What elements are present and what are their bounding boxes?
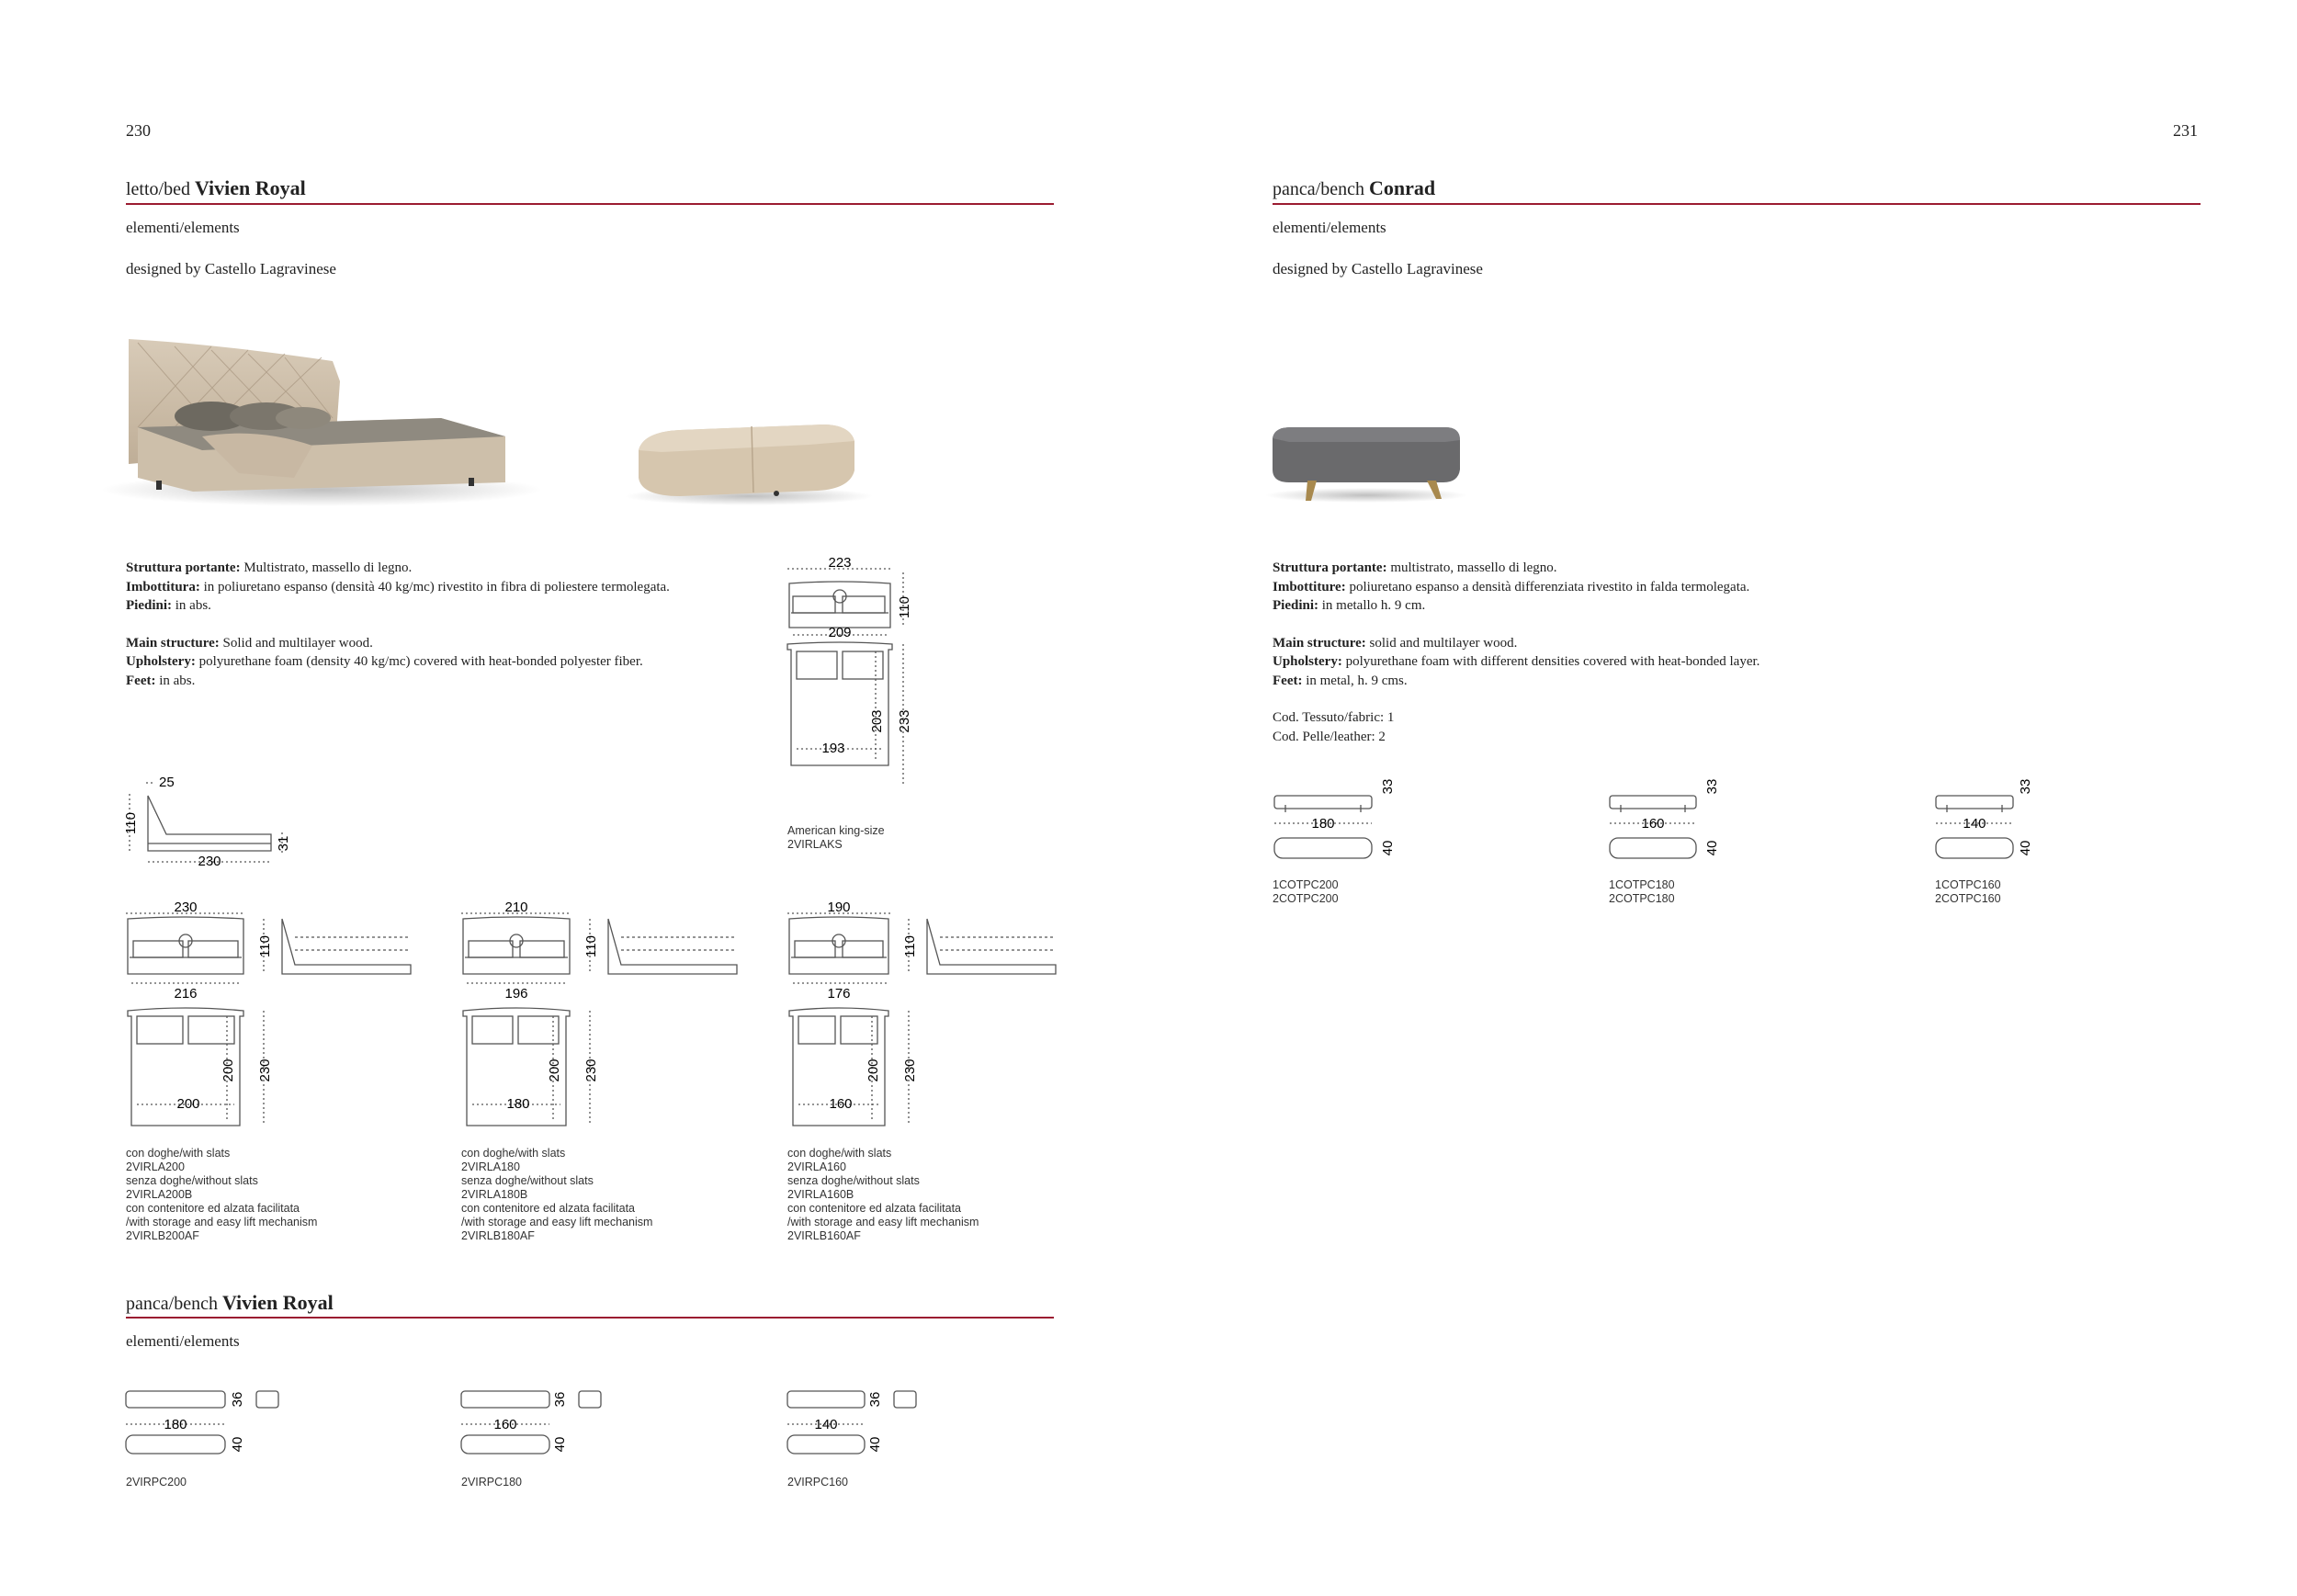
conrad-height: 33 (1380, 778, 1396, 795)
conrad-drawing-140 (1934, 772, 2063, 864)
code-line: 1COTPC200 (1273, 878, 1339, 891)
bed-spec-en-feet: Feet: in abs. (126, 673, 196, 688)
conrad-depth: 40 (2018, 840, 2033, 856)
conrad-spec-en-upholstery: Upholstery: polyurethane foam with different densities covered with heat-bonded layer. (1273, 654, 1760, 669)
conrad-height: 33 (2018, 778, 2033, 795)
bench-vr-code-140: 2VIRPC160 (787, 1476, 849, 1488)
code-line: con contenitore ed alzata facilitata (461, 1202, 636, 1215)
bed-spec-it-structure: Struttura portante: Multistrato, massello di legno. (126, 560, 413, 575)
conrad-depth: 40 (1380, 840, 1396, 856)
variant-dim-inner-length: 200 (221, 1058, 236, 1082)
variant-dim-inner-width: 176 (827, 986, 851, 1002)
conrad-spec-it-upholstery: Imbottiture: poliuretano espanso a densità differenziata rivestito in falda termolegata. (1273, 579, 1750, 594)
code-line: senza doghe/without slats (126, 1174, 258, 1187)
conrad-cod-fabric: Cod. Tessuto/fabric: 1 (1273, 710, 1395, 725)
conrad-height: 33 (1704, 778, 1720, 795)
bed-spec-en-upholstery: Upholstery: polyurethane foam (density 40 kg/mc) covered with heat-bonded polyester fiber. (126, 654, 643, 669)
code-line: con doghe/with slats (461, 1147, 566, 1160)
bed-title (126, 176, 306, 200)
conrad-title-name: Conrad (1368, 176, 1436, 199)
code-line: /with storage and easy lift mechanism (787, 1216, 979, 1228)
king-codes (787, 824, 885, 852)
conrad-spec-it-structure: Struttura portante: multistrato, massello di legno. (1273, 560, 1557, 575)
variant-dim-length: 230 (257, 1058, 273, 1082)
code-line: 2VIRLB160AF (787, 1229, 861, 1242)
code-line: 1COTPC160 (1935, 878, 2001, 891)
code-line: 2VIRLA200 (126, 1160, 185, 1173)
side-dim-offset: 25 (159, 775, 175, 790)
bed-title-prefix: letto/bed (126, 179, 190, 199)
conrad-title (1273, 176, 1435, 200)
code-line: 2VIRLA180B (461, 1188, 528, 1201)
bed-spec-it-feet: Piedini: in abs. (126, 598, 211, 613)
variant-dim-inner-width: 196 (504, 986, 528, 1002)
side-dim-length: 230 (198, 854, 221, 869)
code-line: con contenitore ed alzata facilitata (787, 1202, 962, 1215)
bench-vr-drawing-180 (124, 1386, 280, 1455)
bench-vr-code-160: 2VIRPC180 (461, 1476, 523, 1488)
code-line: 2VIRLB200AF (126, 1229, 199, 1242)
code-line: senza doghe/without slats (461, 1174, 594, 1187)
variant-dim-mattress: 200 (176, 1096, 200, 1112)
conrad-spec-it-feet: Piedini: in metallo h. 9 cm. (1273, 598, 1426, 613)
code-line: 2COTPC180 (1609, 892, 1675, 905)
king-size-drawing (786, 556, 933, 799)
bed-variant-180-codes (461, 1147, 652, 1243)
bench-vr-drawing-160 (459, 1386, 616, 1455)
page-number-right: 231 (2173, 121, 2198, 140)
variant-dim-length: 230 (902, 1058, 918, 1082)
bench-vr-code-180: 2VIRPC200 (126, 1476, 187, 1488)
conrad-subtitle: elementi/elements (1273, 219, 1386, 236)
conrad-cod-leather: Cod. Pelle/leather: 2 (1273, 729, 1386, 744)
bench-vr-height: 36 (552, 1391, 568, 1408)
bench-vr-depth: 40 (230, 1436, 245, 1453)
conrad-drawing-160 (1608, 772, 1737, 864)
bench-vr-drawing-140 (786, 1386, 942, 1455)
bench-vr-width: 160 (493, 1417, 517, 1432)
bench-subtitle: elementi/elements (126, 1332, 240, 1350)
conrad-spec-en-feet: Feet: in metal, h. 9 cms. (1273, 673, 1408, 688)
king-dim-inner-length: 203 (869, 709, 885, 733)
code-line: /with storage and easy lift mechanism (461, 1216, 653, 1228)
side-dim-base: 31 (276, 835, 291, 852)
conrad-title-prefix: panca/bench (1273, 179, 1364, 199)
conrad-width: 160 (1641, 816, 1665, 832)
bench-title-name: Vivien Royal (221, 1291, 334, 1314)
conrad-product-image (1263, 418, 1470, 510)
bed-specs (126, 559, 787, 690)
variant-dim-height: 110 (902, 935, 918, 957)
code-line: 2VIRLA160B (787, 1188, 854, 1201)
code-line: con contenitore ed alzata facilitata (126, 1202, 300, 1215)
code-line: 1COTPC180 (1609, 878, 1675, 891)
code-line: con doghe/with slats (787, 1147, 892, 1160)
variant-dim-inner-length: 200 (866, 1058, 881, 1082)
conrad-width: 180 (1311, 816, 1335, 832)
king-code-label: American king-size (787, 824, 885, 837)
bench-vr-width: 140 (814, 1417, 838, 1432)
code-line: 2VIRLA200B (126, 1188, 193, 1201)
conrad-width: 140 (1963, 816, 1986, 832)
code-line: 2VIRLA160 (787, 1160, 846, 1173)
variant-dim-mattress: 160 (829, 1096, 853, 1112)
bench-title (126, 1291, 334, 1315)
bench-product-image (625, 413, 873, 505)
king-dim-height: 110 (897, 596, 912, 618)
bed-variant-180 (459, 900, 772, 1121)
side-dim-height: 110 (123, 812, 139, 834)
code-line: 2VIRLB180AF (461, 1229, 535, 1242)
variant-dim-length: 230 (583, 1058, 599, 1082)
conrad-depth: 40 (1704, 840, 1720, 856)
king-dim-inner-width: 209 (828, 625, 852, 640)
king-code: 2VIRLAKS (787, 838, 843, 851)
code-line: con doghe/with slats (126, 1147, 231, 1160)
conrad-title-rule (1273, 203, 2201, 205)
bed-title-rule (126, 203, 1054, 205)
conrad-codes-160 (1609, 878, 1675, 906)
bed-variant-160-codes (787, 1147, 979, 1243)
conrad-specs (1273, 559, 2099, 746)
bench-vr-height: 36 (867, 1391, 883, 1408)
bench-vr-depth: 40 (867, 1436, 883, 1453)
page-number-left: 230 (126, 121, 151, 140)
bench-vr-width: 180 (164, 1417, 187, 1432)
bed-spec-it-upholstery: Imbottitura: in poliuretano espanso (densità 40 kg/mc) rivestito in fibra di poliestere termolegata. (126, 579, 670, 594)
bed-subtitle: elementi/elements (126, 219, 240, 236)
king-dim-mattress: 193 (821, 741, 845, 756)
variant-dim-inner-length: 200 (547, 1058, 562, 1082)
variant-dim-width: 210 (504, 900, 528, 915)
bench-vr-height: 36 (230, 1391, 245, 1408)
bench-title-prefix: panca/bench (126, 1294, 218, 1314)
bed-spec-en-structure: Main structure: Solid and multilayer wood. (126, 635, 373, 651)
bed-side-view-drawing (124, 770, 289, 871)
bed-designer: designed by Castello Lagravinese (126, 260, 336, 277)
king-dim-length: 233 (897, 709, 912, 733)
variant-dim-inner-width: 216 (174, 986, 198, 1002)
bed-variant-160 (786, 900, 1098, 1121)
bed-variant-200-codes (126, 1147, 317, 1243)
variant-dim-width: 190 (827, 900, 851, 915)
code-line: /with storage and easy lift mechanism (126, 1216, 318, 1228)
conrad-codes-140 (1935, 878, 2001, 906)
conrad-designer: designed by Castello Lagravinese (1273, 260, 1483, 277)
bed-variant-200 (124, 900, 436, 1121)
conrad-codes-180 (1273, 878, 1339, 906)
code-line: 2VIRLA180 (461, 1160, 520, 1173)
king-dim-width: 223 (828, 555, 852, 571)
code-line: 2COTPC160 (1935, 892, 2001, 905)
bed-title-name: Vivien Royal (194, 176, 306, 199)
variant-dim-height: 110 (583, 935, 599, 957)
conrad-spec-en-structure: Main structure: solid and multilayer wood. (1273, 635, 1518, 651)
variant-dim-width: 230 (174, 900, 198, 915)
code-line: senza doghe/without slats (787, 1174, 920, 1187)
code-line: 2COTPC200 (1273, 892, 1339, 905)
bed-product-image (101, 326, 542, 510)
bench-title-rule (126, 1317, 1054, 1319)
variant-dim-height: 110 (257, 935, 273, 957)
conrad-drawing-180 (1273, 772, 1401, 864)
bench-vr-depth: 40 (552, 1436, 568, 1453)
variant-dim-mattress: 180 (506, 1096, 530, 1112)
